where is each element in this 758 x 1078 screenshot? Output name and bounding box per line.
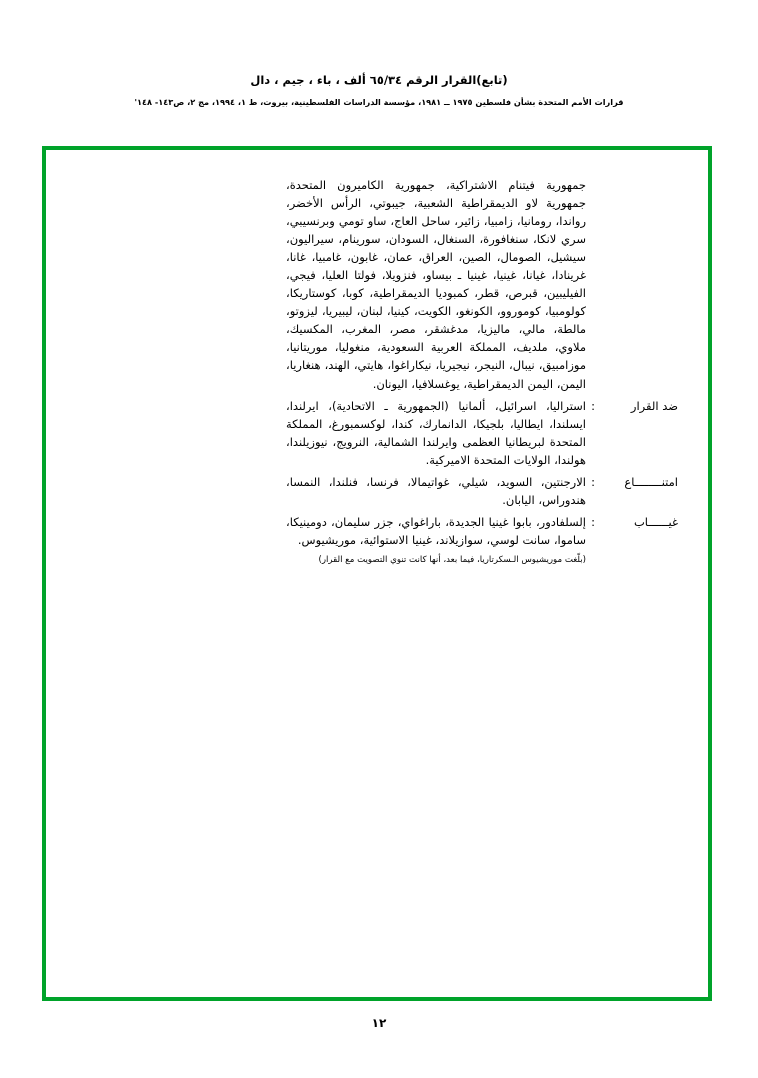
source-citation: قرارات الأمم المتحدة بشأن فلسطين ١٩٧٥ ــ ١٩٨١، مؤسسة الدراسات الفلسطينية، بيروت، ط ١، ١٩٩٤، مج ٢، ص١٤٣- ١٤٨' (134, 97, 624, 108)
vote-block-intro (76, 176, 678, 393)
countries-against-list: استراليا، اسرائيل، ألمانيا (الجمهورية ـ الاتحادية)، ايرلندا، ايسلندا، ايطاليا، بلجيكا، الدانمارك، كندا، لوكسمبورغ، المملكة المتحدة لبريطانيا العظمى وايرلندا الشمالية، النرويج، نيوزيلندا، هولندا، الولايات المتحدة الاميركية. (286, 398, 586, 467)
vote-block-absent (76, 513, 678, 567)
vote-block-against (76, 397, 678, 469)
label-abstain: امتنــــــــاع (624, 474, 678, 489)
absent-text-wrap (286, 513, 586, 567)
green-border-frame (42, 146, 712, 1001)
page-number: ١٢ (371, 1016, 387, 1030)
page-title: (تابع)القرار الرقم ٦٥/٣٤ ألف ، باء ، جيم ، دال (250, 73, 508, 87)
mauritius-footnote: (بلّغت موريشيوس الـسكرتاريا، فيما بعد، أنها كانت تنوي التصويت مع القرار) (318, 554, 586, 565)
colon-absent: : (591, 514, 595, 529)
page-header (0, 0, 758, 109)
countries-absent-list: إلسلفادور، بابوا غينيا الجديدة، باراغواي، جزر سليمان، دومينيكا، ساموا، سانت لوسي، سوازيلاند، غينيا الاستوائية، موريشيوس. (286, 514, 586, 547)
intro-label-empty (600, 176, 678, 177)
countries-abstain-list: الارجنتين، السويد، شيلي، غواتيمالا، فرنسا، فنلندا، النمسا، هندوراس، اليابان. (286, 474, 586, 507)
colon-against: : (591, 398, 595, 413)
vote-block-abstain (76, 473, 678, 509)
label-against: ضد القرار (630, 398, 678, 413)
colon-abstain: : (591, 474, 595, 489)
document-content (46, 150, 708, 997)
label-absent: غيــــــاب (633, 514, 678, 529)
countries-in-favor-list: جمهورية فيتنام الاشتراكية، جمهورية الكاميرون المتحدة، جمهورية لاو الديمقراطية الشعبية، جيبوتي، الرأس الأخضر، رواندا، رومانيا، زامبيا، زائير، ساحل العاج، ساو تومي وبرنسيبي، سري لانكا، سنغافورة، السنغال، السودان، سورينام، سيراليون، سيشيل، الصومال، الصين، العراق، عمان، غابون، غامبيا، غانا، غرينادا، غيانا، غينيا، غينيا ـ بيساو، فنزويلا، فولتا العليا، فيجي، الفيليبين، قبرص، قطر، كمبوديا الديمقراطية، كوبا، كوستاريكا، كولومبيا، كوموروو، الكونغو، الكويت، كينيا، لبنان، ليبيريا، ليزوتو، مالطة، مالي، ماليزيا، مدغشقر، مصر، المغرب، المكسيك، ملاوي، ملديف، المملكة العربية السعودية، منغوليا، موريتانيا، موزامبيق، نيبال، النيجر، نيجيريا، نيكاراغوا، هايتي، الهند، هنغاريا، اليمن، اليمن الديمقراطية، يوغسلافيا، اليونان. (286, 178, 586, 391)
intro-colon-empty (586, 176, 600, 177)
